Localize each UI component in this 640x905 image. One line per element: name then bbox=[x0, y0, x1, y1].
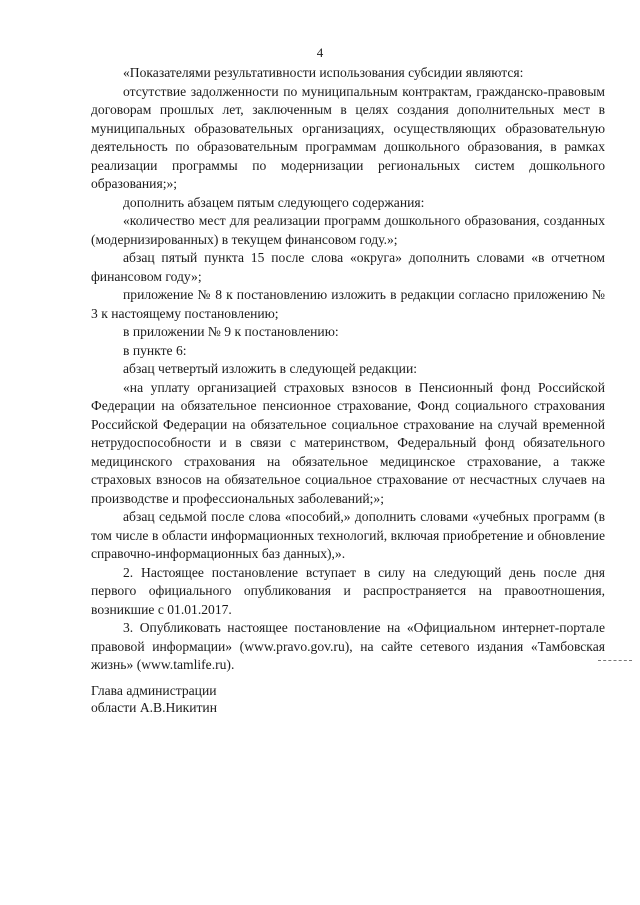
paragraph-appendix-8: приложение № 8 к постановлению изложить в редакции согласно приложению № 3 к настоящему постановлению; bbox=[91, 287, 605, 321]
paragraph-indicators-intro: «Показателями результативности использования субсидии являются: bbox=[123, 65, 524, 80]
paragraph-insurance: «на уплату организацией страховых взносов в Пенсионный фонд Российской Федерации на обязательное пенсионное страхование, Фонд социального страхования Российской Федерации на обязательное социальное страхование на случай временной нетрудоспособности и в связи с материнством, Федеральный фонд обязательного медицинского страхования на обязательное медицинское страхование, а также страховых взносов на обязательное социальное страхование от несчастных случаев на производстве и профессиональных заболеваний;»; bbox=[91, 379, 605, 506]
paragraph-places-count: «количество мест для реализации программ дошкольного образования, созданных (модернизированных) в текущем финансовом году.»; bbox=[91, 213, 605, 247]
page-number: 4 bbox=[316, 45, 324, 60]
paragraph-item-15: абзац пятый пункта 15 после слова «округа» дополнить словами «в отчетном финансовом году»; bbox=[91, 250, 605, 284]
paragraph-seventh-abzac: абзац седьмой после слова «пособий,» дополнить словами «учебных программ (в том числе в области информационных технологий, включая приобретение и обновление справочно-информационных баз данных),». bbox=[91, 509, 605, 561]
signature-name: области А.В.Никитин bbox=[91, 700, 217, 715]
paragraph-debt-absence: отсутствие задолженности по муниципальным контрактам, гражданско-правовым договорам прошлых лет, заключенным в целях создания дополнительных мест в муниципальных образовательных организациях, осуществляющих образовательную деятельность по образовательным программам дошкольного образования, в рамках реализации программы по модернизации региональных систем дошкольного образования;»; bbox=[91, 83, 605, 191]
paragraph-publication: 3. Опубликовать настоящее постановление на «Официальном интернет-портале правовой информации» (www.pravo.gov.ru), на сайте сетевого издания «Тамбовская жизнь» (www.tamlife.ru). bbox=[91, 620, 605, 672]
paragraph-fourth-abzac: абзац четвертый изложить в следующей редакции: bbox=[123, 361, 418, 376]
signature-title: Глава администрации bbox=[91, 683, 217, 698]
paragraph-appendix-9: в приложении № 9 к постановлению: bbox=[123, 324, 339, 339]
document-body bbox=[91, 64, 605, 675]
paragraph-add-fifth: дополнить абзацем пятым следующего содержания: bbox=[123, 194, 425, 210]
signature-block bbox=[91, 682, 217, 716]
scan-artifact-line bbox=[598, 660, 632, 662]
paragraph-item-6: в пункте 6: bbox=[123, 342, 187, 358]
paragraph-effective-date: 2. Настоящее постановление вступает в силу на следующий день после дня первого официального опубликования и распространяется на правоотношения, возникшие с 01.01.2017. bbox=[91, 564, 605, 617]
